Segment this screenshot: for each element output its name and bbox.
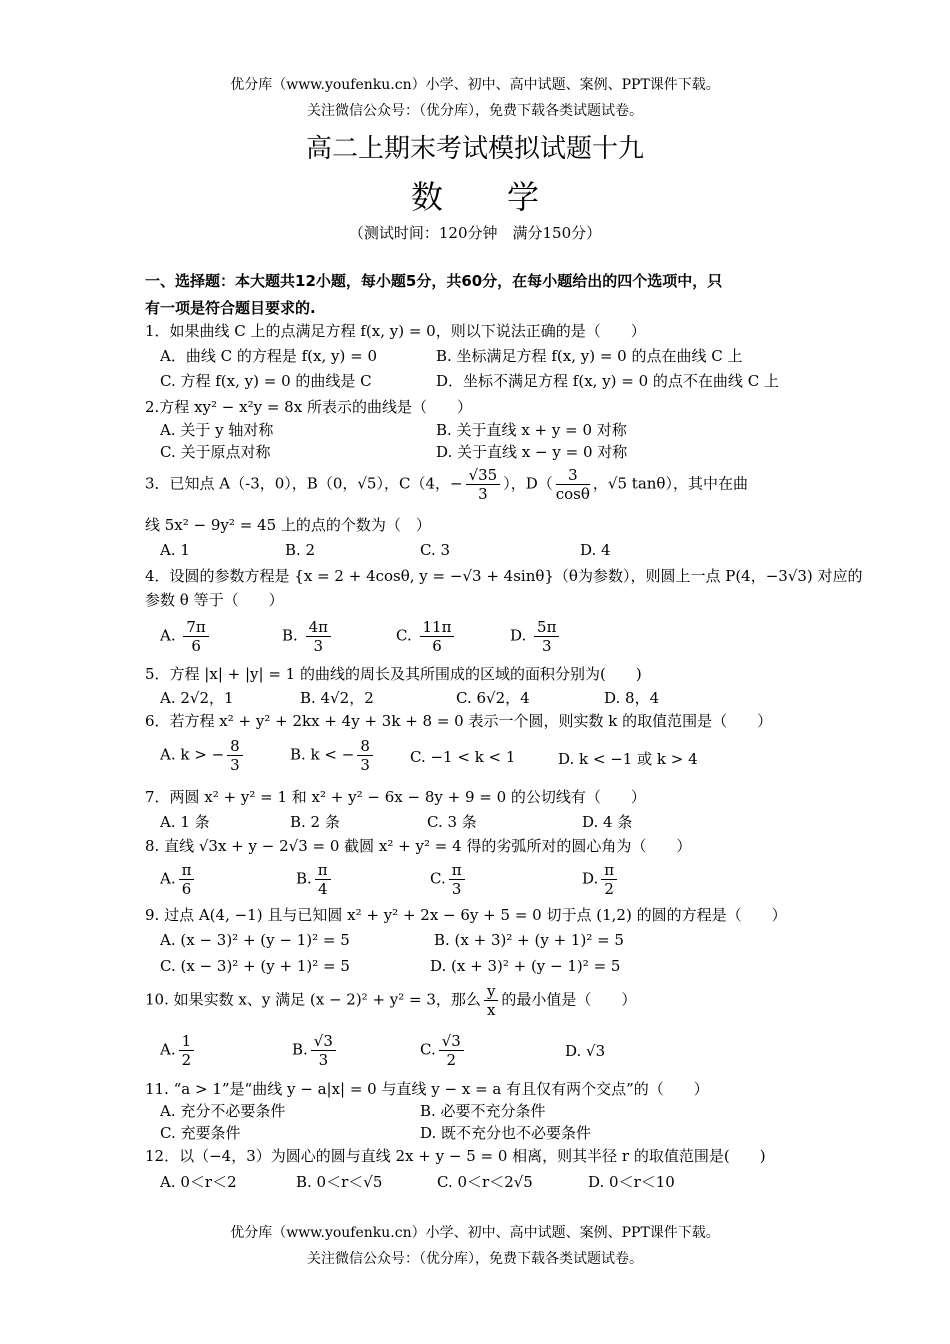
- question-5-stem: 5．方程 |x| + |y| = 1 的曲线的周长及其所围成的区域的面积分别为( ): [145, 665, 642, 683]
- section-heading-cont: 有一项是符合题目要求的.: [145, 299, 316, 317]
- question-9-option-d: D. (x + 3)² + (y − 1)² = 5: [430, 957, 621, 975]
- question-11-option-c: C. 充要条件: [160, 1124, 241, 1142]
- option-label: A. k > −: [160, 745, 225, 764]
- fraction-c-numerator: √35: [466, 466, 501, 485]
- denominator: 3: [318, 1051, 329, 1069]
- exam-title: 高二上期末考试模拟试题十九: [305, 134, 644, 164]
- question-10-option-b: [292, 1032, 339, 1069]
- question-4-stem: 4．设圆的参数方程是 {x = 2 + 4cosθ, y = −√3 + 4sinθ}（θ为参数），则圆上一点 P(4，−3√3) 对应的: [145, 567, 863, 585]
- question-9-option-a: A. (x − 3)² + (y − 1)² = 5: [160, 931, 350, 949]
- question-4-option-d: [510, 618, 562, 655]
- question-10-stem: [145, 982, 636, 1019]
- option-fraction: [420, 618, 455, 655]
- question-3-stem-mid: ），D（: [503, 474, 553, 493]
- denominator: 3: [451, 880, 462, 898]
- numerator: π: [179, 861, 195, 880]
- question-2-option-a: A. 关于 y 轴对称: [160, 421, 274, 439]
- numerator: π: [315, 861, 331, 880]
- option-label: B.: [282, 626, 298, 645]
- numerator: 7π: [183, 618, 208, 637]
- question-10-option-c: [420, 1032, 467, 1069]
- question-1-stem: 1．如果曲线 C 上的点满足方程 f(x, y) = 0，则以下说法正确的是（ ）: [145, 322, 646, 340]
- question-3-option-d: D. 4: [580, 541, 611, 559]
- option-label: C.: [396, 626, 412, 645]
- question-8-stem: 8. 直线 √3x + y − 2√3 = 0 截圆 x² + y² = 4 得的劣弧所对的圆心角为（ ）: [145, 837, 692, 855]
- question-10-stem-start: 10. 如果实数 x、y 满足 (x − 2)² + y² = 3，那么: [145, 990, 481, 1009]
- question-1-option-c: C. 方程 f(x, y) = 0 的曲线是 C: [160, 372, 372, 390]
- denominator: 3: [360, 756, 370, 774]
- header-line-1: 优分库（www.youfenku.cn）小学、初中、高中试题、案例、PPT课件下载。: [230, 77, 720, 93]
- option-fraction: [449, 861, 465, 898]
- question-7-option-c: C. 3 条: [427, 813, 477, 831]
- denominator: 3: [230, 756, 240, 774]
- question-10-stem-end: 的最小值是（ ）: [501, 990, 637, 1009]
- option-label: C.: [420, 1040, 436, 1059]
- question-3-option-c: C. 3: [420, 541, 451, 559]
- option-label: C.: [430, 869, 446, 888]
- question-5-option-d: D. 8，4: [604, 689, 660, 707]
- question-6-option-c: C. −1 < k < 1: [410, 748, 516, 766]
- option-fraction: [601, 861, 617, 898]
- denominator: 6: [191, 637, 201, 655]
- question-6-option-a: [160, 737, 246, 774]
- option-fraction: [315, 861, 331, 898]
- question-11-option-b: B. 必要不充分条件: [420, 1102, 546, 1120]
- question-3-stem-line-2: 线 5x² − 9y² = 45 上的点的个数为（ ）: [145, 516, 431, 534]
- question-8-option-b: [296, 861, 334, 898]
- option-fraction: [311, 1032, 336, 1069]
- footer-line-2: 关注微信公众号：（优分库），免费下载各类试题试卷。: [307, 1251, 643, 1267]
- numerator: √3: [439, 1032, 464, 1051]
- option-fraction: [534, 618, 559, 655]
- option-fraction: [183, 618, 208, 655]
- denominator: 6: [432, 637, 442, 655]
- option-label: B.: [296, 869, 312, 888]
- numerator: 1: [179, 1032, 195, 1051]
- fraction-c-denominator: 3: [478, 485, 488, 503]
- question-8-option-d: [582, 861, 620, 898]
- question-3-option-b: B. 2: [285, 541, 316, 559]
- question-7-option-d: D. 4 条: [582, 813, 633, 831]
- question-3-stem-end: ，√5 tanθ），其中在曲: [592, 474, 748, 493]
- question-3-stem: [145, 466, 748, 503]
- option-label: D.: [510, 626, 527, 645]
- denominator: 6: [181, 880, 192, 898]
- section-heading: 一、选择题：本大题共12小题，每小题5分，共60分，在每小题给出的四个选项中，只: [145, 272, 723, 290]
- option-label: D.: [582, 869, 599, 888]
- question-5-option-b: B. 4√2，2: [300, 689, 374, 707]
- option-label: B. k < −: [290, 745, 355, 764]
- question-6-stem: 6．若方程 x² + y² + 2kx + 4y + 3k + 8 = 0 表示一个圆，则实数 k 的取值范围是（ ）: [145, 712, 773, 730]
- denominator: 2: [446, 1051, 457, 1069]
- question-3-stem-start: 3．已知点 A（-3，0），B（0，√5），C（4，−: [145, 474, 463, 493]
- denominator: 2: [604, 880, 614, 898]
- option-fraction: [439, 1032, 464, 1069]
- question-7-option-b: B. 2 条: [290, 813, 340, 831]
- question-4-option-c: [396, 618, 457, 655]
- question-9-option-b: B. (x + 3)² + (y + 1)² = 5: [434, 931, 624, 949]
- denominator: 3: [313, 637, 324, 655]
- question-8-option-a: [160, 861, 197, 898]
- question-1-option-a: A．曲线 C 的方程是 f(x, y) = 0: [160, 347, 377, 365]
- question-12-option-c: C. 0＜r＜2√5: [437, 1173, 533, 1191]
- option-label: A.: [160, 869, 176, 888]
- fraction-d-numerator: 3: [556, 466, 590, 485]
- numerator: 8: [227, 737, 243, 756]
- numerator: π: [449, 861, 465, 880]
- numerator: 8: [357, 737, 373, 756]
- question-1-option-b: B. 坐标满足方程 f(x, y) = 0 的点在曲线 C 上: [436, 347, 743, 365]
- question-11-option-a: A. 充分不必要条件: [160, 1102, 286, 1120]
- denominator: x: [486, 1001, 496, 1019]
- fraction-c: [466, 466, 501, 503]
- option-fraction: [227, 737, 243, 774]
- question-2-option-d: D. 关于直线 x − y = 0 对称: [436, 443, 628, 461]
- fraction-d-denominator: cosθ: [555, 485, 590, 503]
- question-8-option-c: [430, 861, 468, 898]
- question-2-option-b: B. 关于直线 x + y = 0 对称: [436, 421, 627, 439]
- question-6-option-b: [290, 737, 376, 774]
- exam-info: （测试时间：120分钟 满分150分）: [348, 224, 602, 242]
- question-5-option-a: A. 2√2，1: [160, 689, 234, 707]
- numerator: 5π: [534, 618, 559, 637]
- question-2-option-c: C. 关于原点对称: [160, 443, 271, 461]
- question-11-option-d: D. 既不充分也不必要条件: [420, 1124, 592, 1142]
- option-fraction: [306, 618, 331, 655]
- fraction-y-over-x: [484, 982, 498, 1019]
- header-line-2: 关注微信公众号：（优分库），免费下载各类试题试卷。: [307, 103, 643, 119]
- question-12-option-a: A. 0＜r＜2: [160, 1173, 237, 1191]
- question-12-option-d: D. 0＜r＜10: [588, 1173, 675, 1191]
- question-4-stem-line-2: 参数 θ 等于（ ）: [145, 591, 284, 609]
- question-10-option-d: D. √3: [565, 1042, 606, 1060]
- option-label: B.: [292, 1040, 308, 1059]
- question-10-option-a: [160, 1032, 197, 1069]
- option-label: A.: [160, 1040, 176, 1059]
- footer-line-1: 优分库（www.youfenku.cn）小学、初中、高中试题、案例、PPT课件下载。: [230, 1225, 720, 1241]
- question-9-option-c: C. (x − 3)² + (y + 1)² = 5: [160, 957, 350, 975]
- option-fraction: [179, 861, 195, 898]
- option-fraction: [179, 1032, 195, 1069]
- question-9-stem: 9. 过点 A(4, −1) 且与已知圆 x² + y² + 2x − 6y + 5 = 0 切于点 (1,2) 的圆的方程是（ ）: [145, 906, 787, 924]
- denominator: 2: [181, 1051, 192, 1069]
- question-12-option-b: B. 0＜r＜√5: [296, 1173, 383, 1191]
- denominator: 3: [541, 637, 552, 655]
- denominator: 4: [317, 880, 328, 898]
- question-4-option-b: [282, 618, 334, 655]
- question-1-option-d: D．坐标不满足方程 f(x, y) = 0 的点不在曲线 C 上: [436, 372, 779, 390]
- numerator: 4π: [306, 618, 331, 637]
- numerator: √3: [311, 1032, 336, 1051]
- question-7-stem: 7．两圆 x² + y² = 1 和 x² + y² − 6x − 8y + 9 = 0 的公切线有（ ）: [145, 788, 646, 806]
- numerator: 11π: [420, 618, 455, 637]
- question-12-stem: 12．以（−4，3）为圆心的圆与直线 2x + y − 5 = 0 相离，则其半径 r 的取值范围是( ): [145, 1147, 766, 1165]
- numerator: y: [484, 982, 498, 1001]
- question-4-option-a: [160, 618, 212, 655]
- question-5-option-c: C. 6√2，4: [456, 689, 530, 707]
- question-11-stem: 11. “a > 1”是“曲线 y − a|x| = 0 与直线 y − x = a 有且仅有两个交点”的（ ）: [145, 1080, 709, 1098]
- option-label: A.: [160, 626, 176, 645]
- option-fraction: [357, 737, 373, 774]
- numerator: π: [601, 861, 617, 880]
- question-6-option-d: D. k < −1 或 k > 4: [558, 750, 698, 768]
- question-3-option-a: A. 1: [160, 541, 190, 559]
- exam-subject: 数学: [410, 178, 603, 216]
- fraction-d: [556, 466, 590, 503]
- question-2-stem: 2.方程 xy² − x²y = 8x 所表示的曲线是（ ）: [145, 398, 472, 416]
- question-7-option-a: A. 1 条: [160, 813, 210, 831]
